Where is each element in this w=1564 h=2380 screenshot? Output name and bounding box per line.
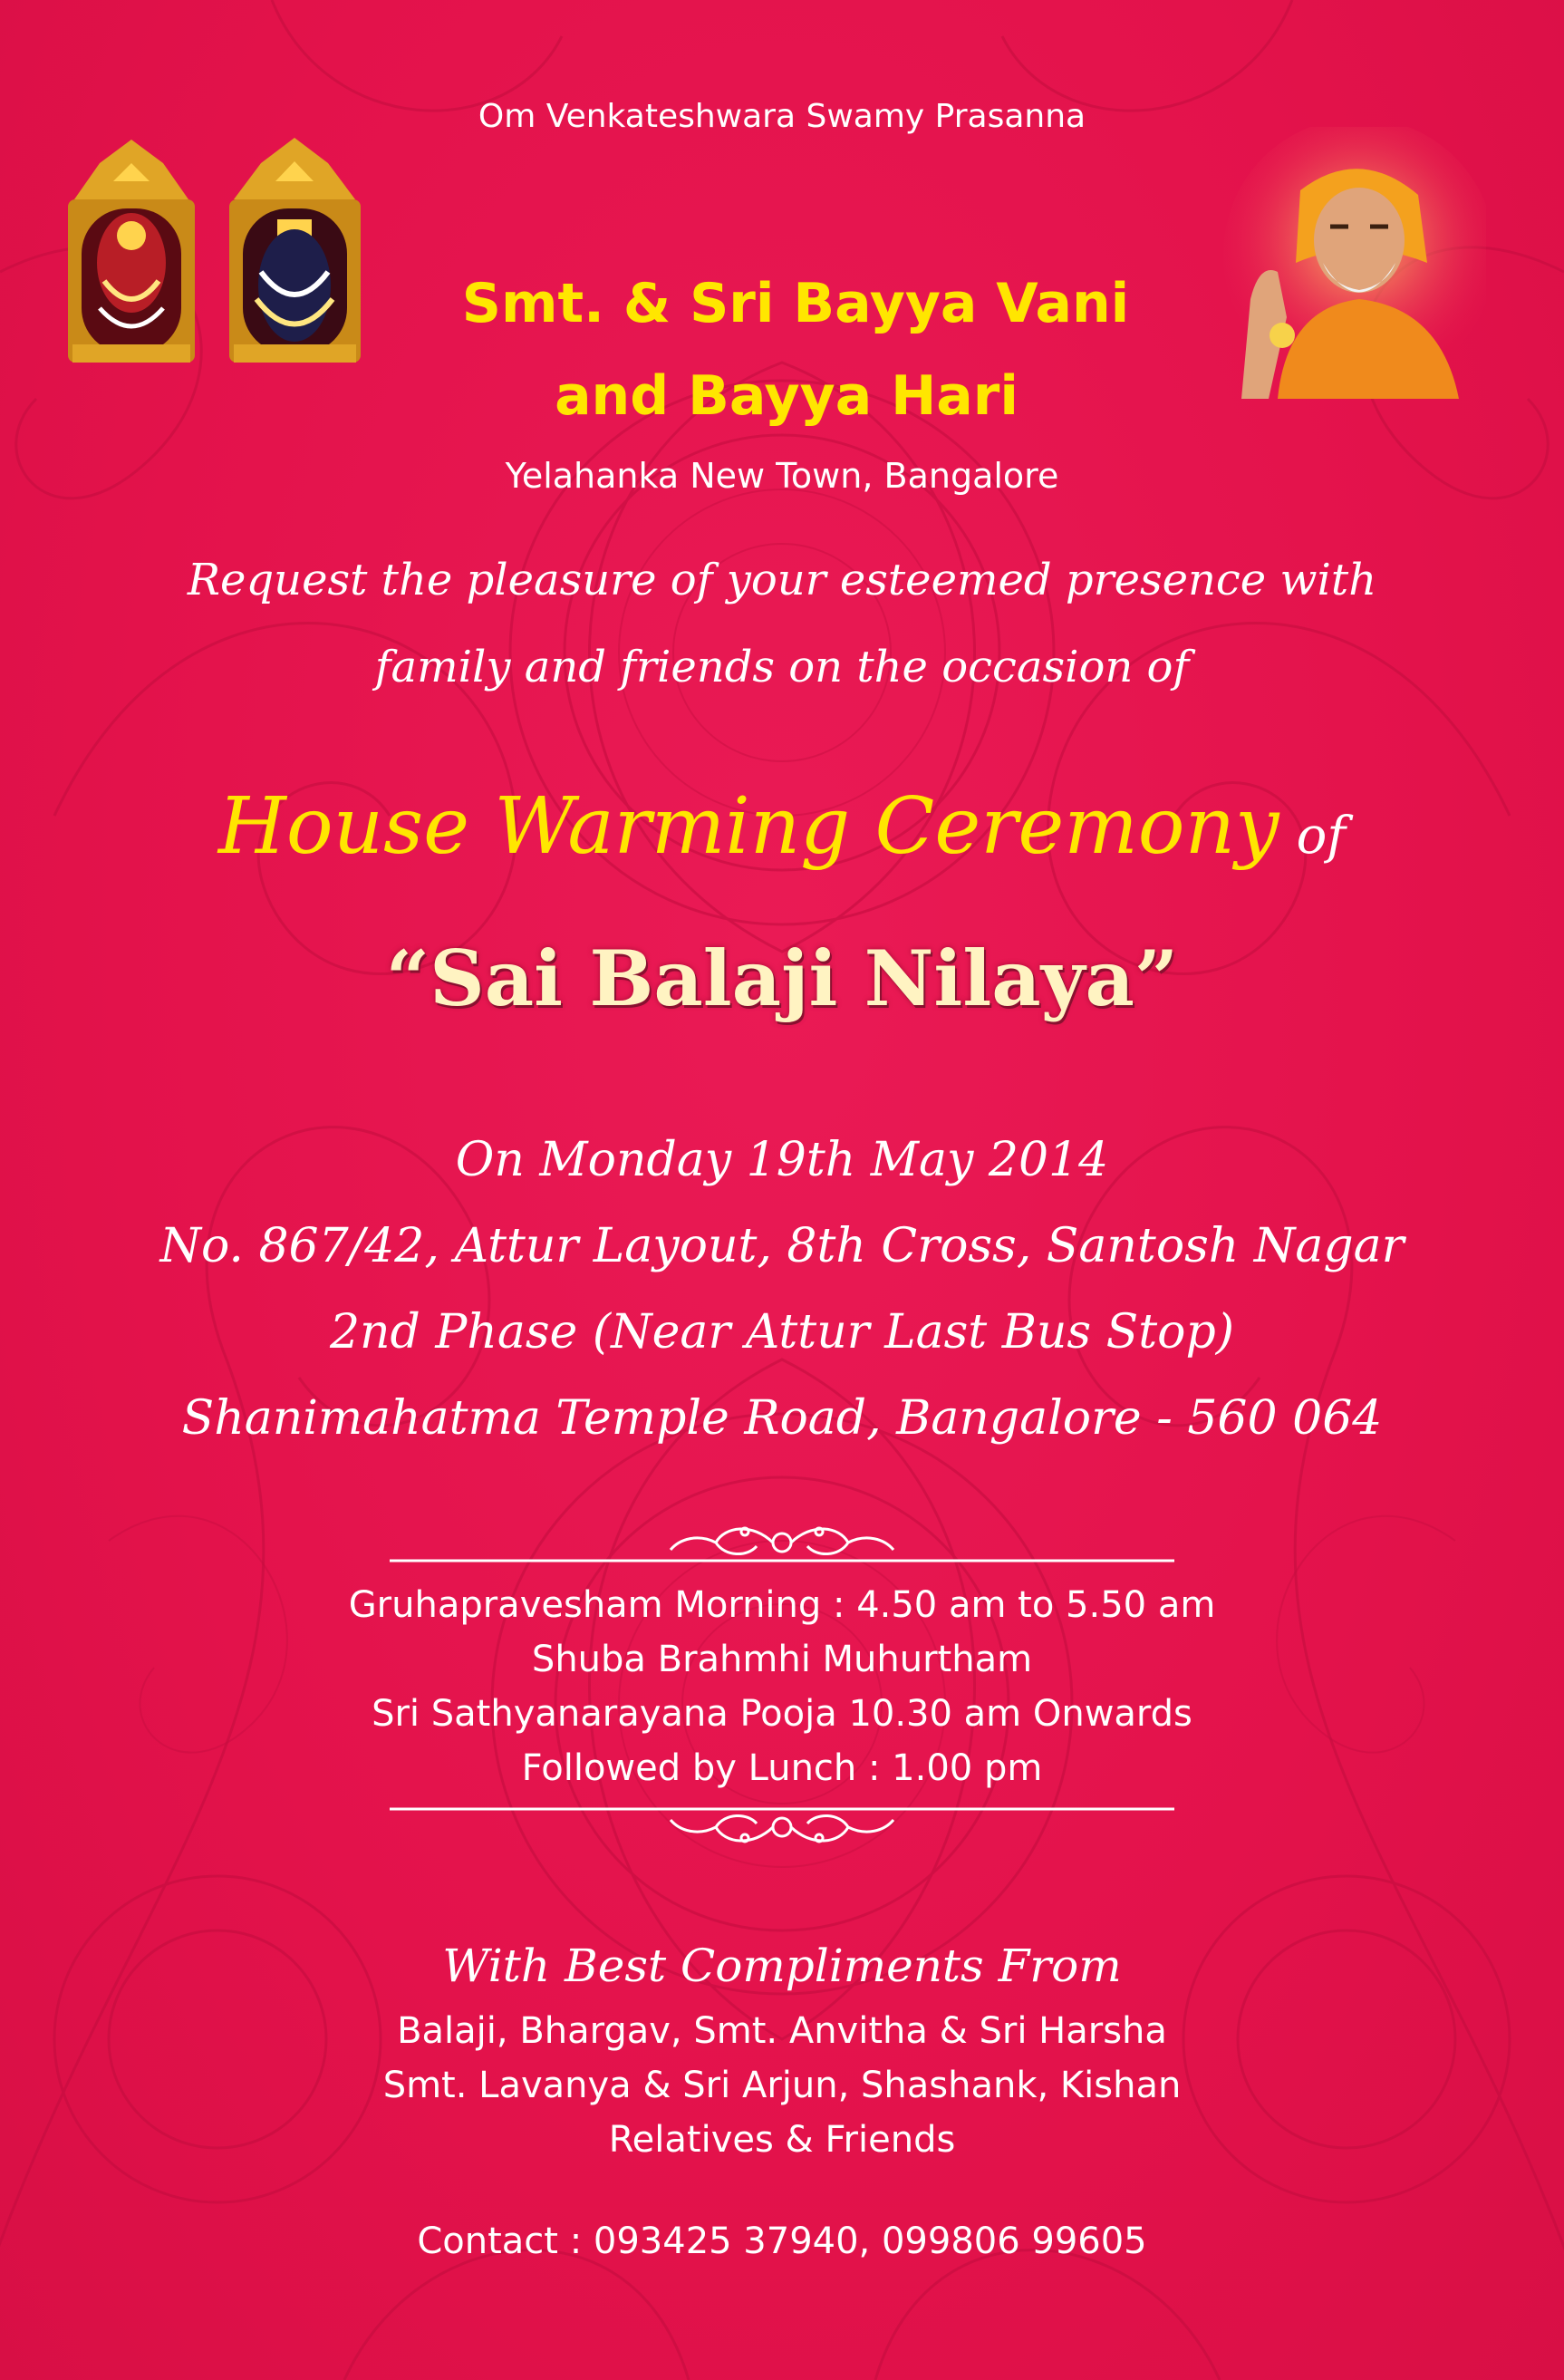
invocation-text: Om Venkateshwara Swamy Prasanna — [478, 98, 1086, 135]
address-line3: Shanimahatma Temple Road, Bangalore - 560 064 — [181, 1391, 1383, 1446]
compliments-line1: Balaji, Bhargav, Smt. Anvitha & Sri Harsha — [397, 2010, 1167, 2052]
ornamental-divider-bottom — [390, 1802, 1174, 1856]
event-title-text: House Warming Ceremony — [217, 781, 1279, 872]
host-location: Yelahanka New Town, Bangalore — [505, 456, 1059, 496]
host-names-line1: Smt. & Sri Bayya Vani — [461, 272, 1130, 335]
event-date: On Monday 19th May 2014 — [455, 1133, 1109, 1187]
contact-numbers: Contact : 093425 37940, 099806 99605 — [417, 2220, 1147, 2262]
schedule-line-3: Sri Sathyanarayana Pooja 10.30 am Onwards — [372, 1693, 1192, 1735]
compliments-line3: Relatives & Friends — [608, 2119, 956, 2161]
compliments-heading: With Best Compliments From — [442, 1940, 1122, 1992]
event-title-suffix: of — [1296, 807, 1347, 866]
address-line2: 2nd Phase (Near Attur Last Bus Stop) — [329, 1305, 1235, 1359]
compliments-line2: Smt. Lavanya & Sri Arjun, Shashank, Kishan — [382, 2065, 1182, 2106]
house-name: “Sai Balaji Nilaya” — [385, 934, 1179, 1023]
schedule-line-2: Shuba Brahmhi Muhurtham — [531, 1639, 1033, 1680]
host-names-line2: and Bayya Hari — [555, 364, 1019, 428]
address-line1: No. 867/42, Attur Layout, 8th Cross, Santosh Nagar — [159, 1219, 1405, 1273]
ornamental-divider-top — [390, 1514, 1174, 1568]
schedule-line-4: Followed by Lunch : 1.00 pm — [521, 1747, 1043, 1789]
request-line2: family and friends on the occasion of — [374, 642, 1190, 692]
request-line1: Request the pleasure of your esteemed presence with — [187, 555, 1377, 605]
right-saint-image — [1214, 127, 1486, 399]
schedule-line-1: Gruhapravesham Morning : 4.50 am to 5.50 am — [348, 1584, 1216, 1626]
event-title — [0, 781, 1564, 872]
